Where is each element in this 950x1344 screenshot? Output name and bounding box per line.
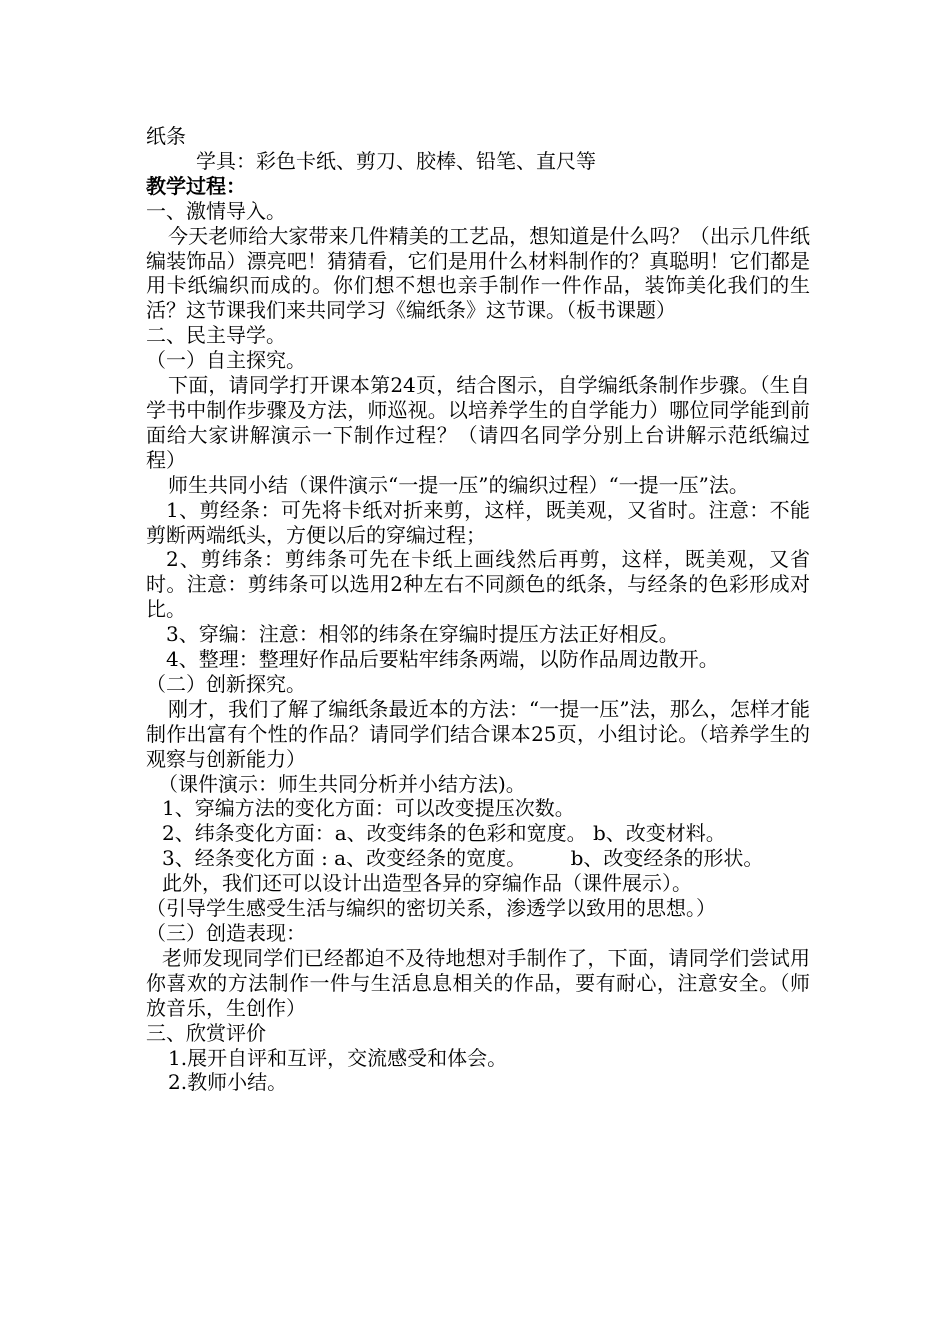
paragraph: 1、穿编方法的变化方面：可以改变提压次数。 bbox=[162, 796, 575, 821]
paragraph: （三）创造表现： bbox=[146, 921, 306, 945]
paragraph: 二、民主导学。 bbox=[146, 323, 286, 348]
paragraph: 2、剪纬条：剪纬条可先在卡纸上画线然后再剪，这样，既美观，又省时。注意：剪纬条可以选用2种左右不同颜色的纸条，与经条的色彩形成对比。 bbox=[146, 547, 810, 622]
paragraph: 4、整理：整理好作品后要粘牢纬条两端，以防作品周边散开。 bbox=[166, 647, 719, 672]
paragraph: 三、欣赏评价 bbox=[146, 1020, 266, 1045]
paragraph: 今天老师给大家带来几件精美的工艺品，想知道是什么吗？（出示几件纸编装饰品）漂亮吧！猜猜看，它们是用什么材料制作的？真聪明！它们都是用卡纸编织而成的。你们想不想也亲手制作一件作品，装饰美化我们的生活？这节课我们来共同学习《编纸条》这节课。（板书课题） bbox=[146, 223, 810, 323]
paragraph: 3、穿编：注意：相邻的纬条在穿编时提压方法正好相反。 bbox=[166, 622, 679, 647]
paragraph: （一）自主探究。 bbox=[146, 348, 306, 373]
paragraph: 1、剪经条：可先将卡纸对折来剪，这样，既美观，又省时。注意：不能剪断两端纸头，方便以后的穿编过程； bbox=[146, 497, 810, 547]
paragraph: 下面，请同学打开课本第24页，结合图示，自学编纸条制作步骤。（生自学书中制作步骤及方法，师巡视。以培养学生的自学能力）哪位同学能到前面给大家讲解演示一下制作过程？（请四名同学分别上台讲解示范纸编过程） bbox=[146, 373, 810, 472]
document-body bbox=[146, 124, 810, 1095]
paragraph: 学具：彩色卡纸、剪刀、胶棒、铅笔、直尺等 bbox=[196, 148, 596, 173]
paragraph: 1.展开自评和互评，交流感受和体会。 bbox=[168, 1045, 508, 1070]
paragraph: 师生共同小结（课件演示“一提一压”的编织过程）“一提一压”法。 bbox=[168, 472, 749, 497]
paragraph: 纸条 bbox=[146, 124, 186, 148]
paragraph: （引导学生感受生活与编织的密切关系，渗透学以致用的思想。） bbox=[146, 896, 716, 921]
paragraph: 老师发现同学们已经都迫不及待地想对手制作了，下面，请同学们尝试用你喜欢的方法制作一件与生活息息相关的作品，要有耐心，注意安全。（师放音乐，生创作） bbox=[146, 945, 810, 1020]
paragraph: （课件演示：师生共同分析并小结方法)。 bbox=[158, 771, 526, 796]
paragraph: 此外，我们还可以设计出造型各异的穿编作品（课件展示）。 bbox=[162, 871, 692, 896]
paragraph: （二）创新探究。 bbox=[146, 671, 306, 696]
paragraph: 刚才，我们了解了编纸条最近本的方法：“一提一压”法，那么，怎样才能制作出富有个性的作品？请同学们结合课本25页，小组讨论。（培养学生的观察与创新能力） bbox=[146, 696, 810, 771]
paragraph: 2、纬条变化方面：a、改变纬条的色彩和宽度。 b、改变材料。 bbox=[162, 821, 726, 846]
paragraph: 2.教师小结。 bbox=[168, 1070, 288, 1095]
paragraph: 3、经条变化方面 : a、改变经条的宽度。 b、改变经条的形状。 bbox=[162, 846, 764, 871]
paragraph: 一、激情导入。 bbox=[146, 198, 286, 223]
section-heading: 教学过程： bbox=[146, 173, 246, 198]
